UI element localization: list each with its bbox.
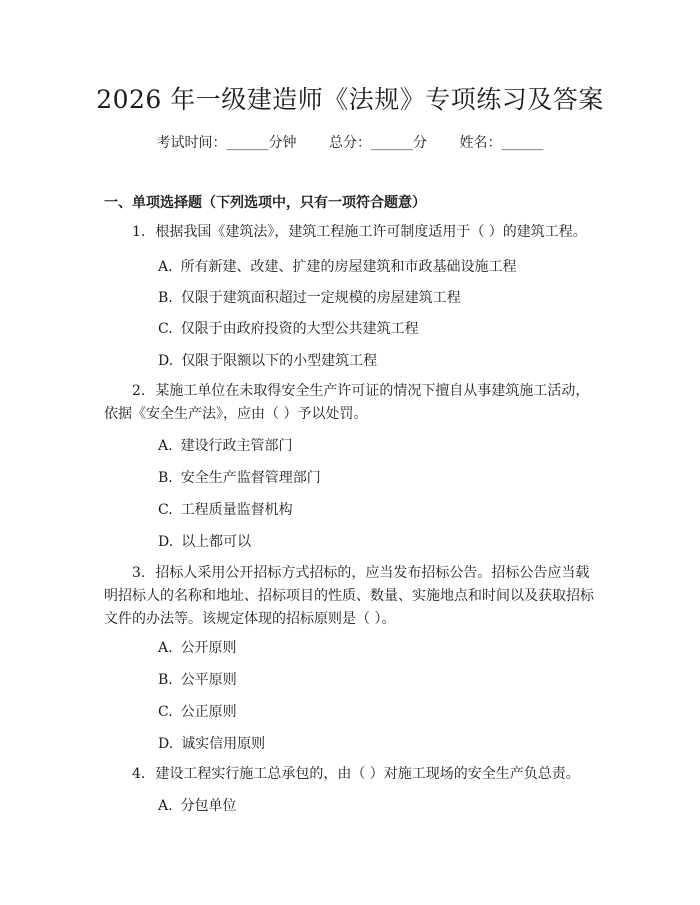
question-number: 3. xyxy=(132,565,146,581)
option-letter: D. xyxy=(158,353,174,369)
option-text: 分包单位 xyxy=(180,798,237,814)
question-text: 招标人采用公开招标方式招标的，应当发布招标公告。招标公告应当载明招标人的名称和地址、招标项目的性质、数量、实施地点和时间以及获取招标文件的办法等。该规定体现的招标原则是（ ）。 xyxy=(104,565,594,627)
option-letter: A. xyxy=(158,798,173,814)
exam-score: 总分：______分 xyxy=(329,135,427,151)
question-number: 2. xyxy=(132,383,146,399)
question xyxy=(104,763,596,786)
option-letter: B. xyxy=(158,470,173,486)
exam-time: 考试时间：______分钟 xyxy=(156,135,297,151)
question xyxy=(104,221,596,244)
option-letter: B. xyxy=(158,672,173,688)
option-text: 公正原则 xyxy=(180,704,237,720)
question xyxy=(104,562,596,631)
question-number: 4. xyxy=(132,766,146,782)
option-letter: C. xyxy=(158,704,173,720)
option-text: 建设行政主管部门 xyxy=(180,438,293,454)
option xyxy=(158,637,237,657)
question-text: 根据我国《建筑法》，建筑工程施工许可制度适用于（ ）的建筑工程。 xyxy=(155,224,587,240)
option xyxy=(158,499,293,519)
question-text: 建设工程实行施工总承包的，由（ ）对施工现场的安全生产负总责。 xyxy=(155,766,580,782)
section-heading: 一、单项选择题（下列选项中，只有一项符合题意） xyxy=(104,195,426,211)
option-text: 安全生产监督管理部门 xyxy=(180,470,321,486)
question-number: 1. xyxy=(132,224,146,240)
option-letter: A. xyxy=(158,259,173,275)
option-letter: D. xyxy=(158,534,174,550)
exam-meta xyxy=(0,132,700,152)
option xyxy=(158,733,265,753)
option xyxy=(158,435,293,455)
question-text: 某施工单位在未取得安全生产许可证的情况下擅自从事建筑施工活动，依据《安全生产法》，应由（ ）予以处罚。 xyxy=(104,383,590,422)
option-text: 以上都可以 xyxy=(181,534,252,550)
option-text: 仅限于由政府投资的大型公共建筑工程 xyxy=(180,321,419,337)
option xyxy=(158,318,419,338)
document-title: 2026 年一级建造师《法规》专项练习及答案 xyxy=(96,85,604,114)
exam-name: 姓名：______ xyxy=(459,135,544,151)
option xyxy=(158,467,321,487)
option-text: 公开原则 xyxy=(180,640,237,656)
option-letter: A. xyxy=(158,438,173,454)
option-letter: C. xyxy=(158,321,173,337)
option xyxy=(158,531,251,551)
option-letter: B. xyxy=(158,290,173,306)
option-text: 公平原则 xyxy=(180,672,237,688)
option-letter: C. xyxy=(158,502,173,518)
option xyxy=(158,256,517,276)
option-text: 诚实信用原则 xyxy=(181,736,266,752)
option-text: 仅限于限额以下的小型建筑工程 xyxy=(181,353,378,369)
option-letter: A. xyxy=(158,640,173,656)
option xyxy=(158,701,237,721)
question xyxy=(104,380,596,426)
option xyxy=(158,350,377,370)
option-text: 工程质量监督机构 xyxy=(180,502,293,518)
option-letter: D. xyxy=(158,736,174,752)
option xyxy=(158,669,237,689)
option xyxy=(158,287,461,307)
option xyxy=(158,795,237,815)
option-text: 仅限于建筑面积超过一定规模的房屋建筑工程 xyxy=(180,290,461,306)
option-text: 所有新建、改建、扩建的房屋建筑和市政基础设施工程 xyxy=(180,259,517,275)
